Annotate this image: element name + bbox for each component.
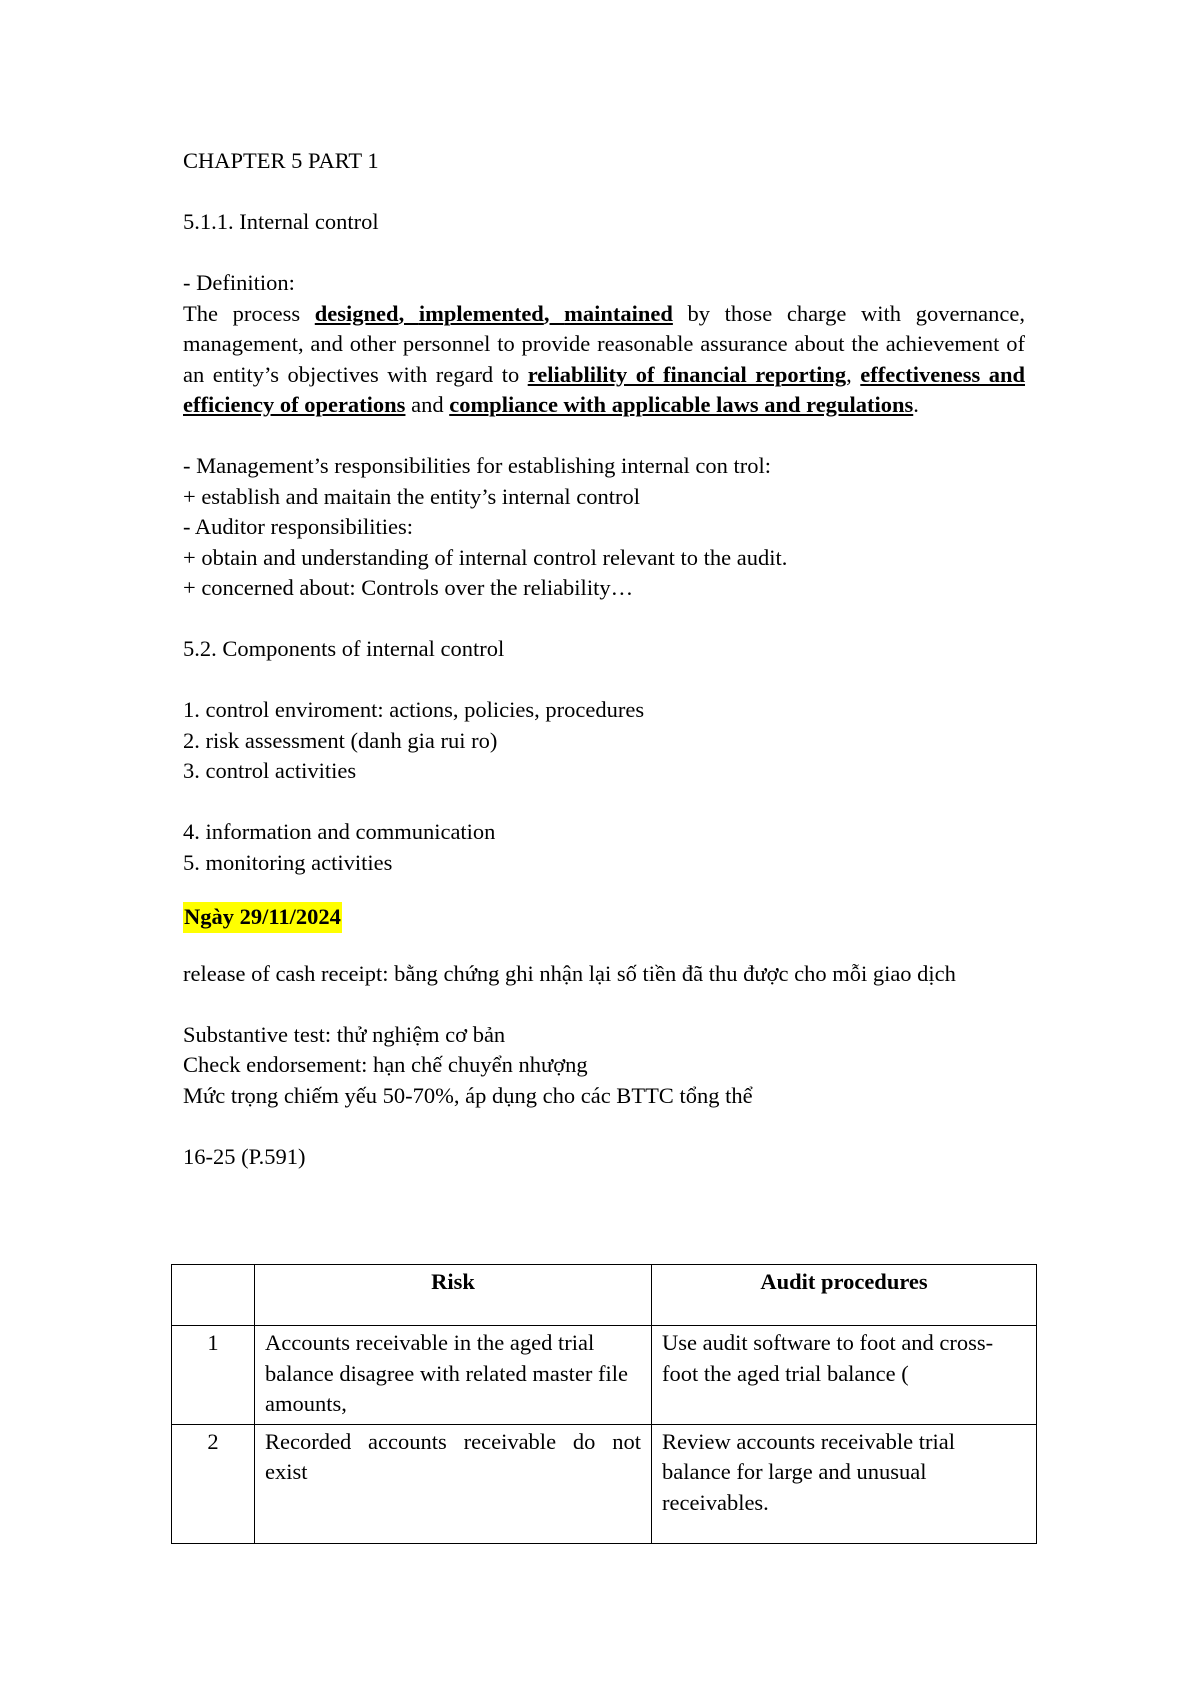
separator: , <box>398 300 419 326</box>
note-line: Check endorsement: hạn chế chuyển nhượng <box>183 1052 588 1077</box>
term-implemented: implemented <box>418 300 544 326</box>
spacer <box>183 604 1025 635</box>
definition-text: The process <box>183 300 315 326</box>
responsibility-line: + concerned about: Controls over the reliability… <box>183 575 634 600</box>
definition-text: and <box>405 392 450 417</box>
page-reference: 16-25 (P.591) <box>183 1143 306 1169</box>
definition-text: by those charge with governance, management, and other personnel to provide reasonable assurance about the achievement of an entity’s objectives with regard to <box>183 300 1026 387</box>
component-item: 3. control activities <box>183 758 357 783</box>
spacer <box>183 177 1025 208</box>
table-header-procedures: Audit procedures <box>652 1265 1037 1326</box>
component-item: 4. information and communication <box>183 819 496 844</box>
procedure-cell: Use audit software to foot and cross-foot the aged trial balance ( <box>652 1326 1037 1425</box>
component-item: 2. risk assessment (danh gia rui ro) <box>183 727 498 753</box>
definition-end: . <box>913 392 919 417</box>
separator: , <box>543 300 565 326</box>
section-heading-components: 5.2. Components of internal control <box>183 636 505 661</box>
spacer <box>183 878 1025 902</box>
risk-cell: Accounts receivable in the aged trial balance disagree with related master file amounts, <box>255 1326 652 1425</box>
spacer <box>183 1111 1025 1142</box>
table-row <box>172 1424 1037 1543</box>
component-item: 5. monitoring activities <box>183 849 393 875</box>
spacer <box>183 933 1025 959</box>
responsibility-line: + establish and maitain the entity’s internal control <box>183 483 640 509</box>
term-reliability: reliablility of financial reporting <box>527 361 847 387</box>
definition-label: - Definition: <box>183 270 295 295</box>
term-effectiveness: effectiveness and efficiency of operations <box>183 361 1026 417</box>
term-designed: designed <box>314 300 399 326</box>
responsibility-line: - Auditor responsibilities: <box>183 514 413 539</box>
table-header-number <box>172 1265 255 1326</box>
table-header-row <box>172 1265 1037 1326</box>
risk-audit-table <box>171 1264 1037 1544</box>
responsibility-line: + obtain and understanding of internal control relevant to the audit. <box>183 544 788 570</box>
row-number: 1 <box>172 1326 255 1425</box>
spacer <box>183 421 1025 452</box>
date-highlight: Ngày 29/11/2024 <box>183 902 342 933</box>
chapter-heading: CHAPTER 5 PART 1 <box>183 148 379 173</box>
note-line: Substantive test: thử nghiệm cơ bản <box>183 1021 506 1047</box>
document-body <box>183 146 1025 1172</box>
cash-receipt-paragraph: release of cash receipt: bằng chứng ghi nhận lại số tiền đã thu được cho mỗi giao dịch <box>183 960 956 986</box>
table-header-risk: Risk <box>255 1265 652 1326</box>
spacer <box>183 787 1025 818</box>
definition-paragraph <box>183 299 1025 421</box>
note-line: Mức trọng chiếm yếu 50-70%, áp dụng cho các BTTC tổng thể <box>183 1082 753 1108</box>
section-heading-internal-control: 5.1.1. Internal control <box>183 209 379 234</box>
row-number: 2 <box>172 1424 255 1543</box>
spacer <box>183 665 1025 696</box>
term-maintained: maintained <box>564 300 673 326</box>
spacer <box>183 989 1025 1020</box>
table-row <box>172 1326 1037 1425</box>
date-line <box>183 902 1025 933</box>
term-compliance: compliance with applicable laws and regulations <box>449 392 914 417</box>
procedure-cell: Review accounts receivable trial balance for large and unusual receivables. <box>652 1424 1037 1543</box>
separator: , <box>846 361 861 387</box>
component-item: 1. control enviroment: actions, policies, procedures <box>183 697 645 722</box>
responsibility-line: - Management’s responsibilities for establishing internal con trol: <box>183 453 771 478</box>
risk-cell: Recorded accounts receivable do not exist <box>255 1424 652 1543</box>
spacer <box>183 238 1025 269</box>
